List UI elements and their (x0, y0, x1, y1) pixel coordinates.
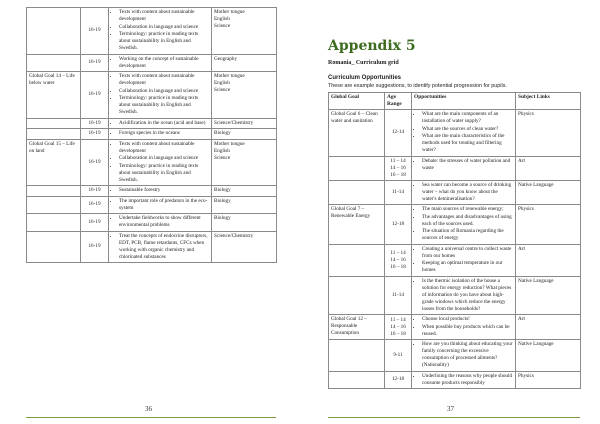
opportunities-cell (109, 8, 212, 55)
global-goal-cell (27, 186, 81, 197)
table-row (27, 231, 277, 263)
opportunity-item: • What are the main characteristics of the methods used for treating and filtering water? (422, 133, 513, 154)
opportunity-item: • Working on the concept of sustainable development (119, 56, 209, 70)
subject-links-cell: Art (516, 156, 581, 180)
subject-links-cell: Art (516, 244, 581, 276)
subject-links-cell: Biology (212, 186, 277, 197)
opportunity-list (414, 373, 513, 387)
opportunity-item: • Collaboration in language and science (119, 155, 209, 162)
opportunity-item: • The important role of predators in the eco-system (119, 198, 209, 212)
opportunities-description: These are example suggestions, to identify potential progression for pupils. (328, 83, 507, 89)
opportunities-cell (109, 139, 212, 186)
table-row (27, 54, 277, 72)
table-row (329, 371, 581, 389)
opportunities-cell (109, 196, 212, 214)
opportunities-cell (412, 110, 516, 157)
opportunities-cell (412, 276, 516, 315)
global-goal-cell (329, 371, 385, 389)
age-range-cell: 16-19 (81, 72, 109, 119)
page-number-right: 37 (447, 405, 454, 413)
subject-links-cell: Native Language (516, 276, 581, 315)
table-row (27, 186, 277, 197)
opportunity-item: • How are you thinking about educating your family concerning the excessive consumption of processed aliments? (Nationality) (422, 341, 513, 369)
opportunity-item: • The advantages and disadvantages of using each of the sources used. (422, 214, 513, 228)
global-goal-cell (329, 340, 385, 372)
header-opportunities: Opportunities (412, 93, 516, 110)
global-goal-cell (27, 129, 81, 140)
opportunity-list (414, 341, 513, 369)
opportunities-cell (109, 129, 212, 140)
subject-links-cell: Physics (516, 110, 581, 157)
global-goal-cell (27, 231, 81, 263)
age-range-cell: 16-19 (81, 129, 109, 140)
subject-links-cell: Mother tongue English Science (212, 139, 277, 186)
opportunity-item: • Debate: the stresses of water pollution and waste (422, 158, 513, 172)
opportunities-cell (109, 186, 212, 197)
table-row (27, 129, 277, 140)
table-row (329, 244, 581, 276)
subject-links-cell: Art (516, 315, 581, 340)
age-range-cell: 12-18 (385, 205, 412, 245)
subject-links-cell: Native Language (516, 340, 581, 372)
opportunity-item: • Foreign species in the oceans (119, 130, 209, 137)
global-goal-cell (329, 244, 385, 276)
age-range-cell: 11 – 14 14 – 16 16 – 18 (385, 315, 412, 340)
table-row (27, 139, 277, 186)
opportunity-list (111, 130, 209, 137)
opportunity-list (111, 120, 209, 127)
opportunities-cell (109, 54, 212, 72)
opportunities-cell (412, 156, 516, 180)
subject-links-cell: Physics (516, 371, 581, 389)
opportunities-cell (412, 315, 516, 340)
global-goal-cell (27, 8, 81, 55)
opportunity-item: • When possible buy products which can be reused. (422, 324, 513, 338)
right-curriculum-table (328, 92, 581, 389)
table-row (329, 315, 581, 340)
age-range-cell: 16-19 (81, 139, 109, 186)
age-range-cell: 11-14 (385, 276, 412, 315)
opportunities-heading: Curriculum Opportunities (328, 75, 402, 81)
opportunity-list (111, 56, 209, 70)
opportunity-item: • Keeping an optimal temperature in our homes (422, 260, 513, 274)
opportunities-cell (109, 118, 212, 129)
table-row (27, 118, 277, 129)
global-goal-cell (27, 214, 81, 232)
subject-links-cell: Geography (212, 54, 277, 72)
age-range-cell: 16-19 (81, 54, 109, 72)
opportunity-item: • Undertake fieldworks to show different environmental problems (119, 215, 209, 229)
global-goal-cell (329, 156, 385, 180)
age-range-cell: 12-14 (385, 110, 412, 157)
opportunity-item: • Texts with content about sustainable development (119, 141, 209, 155)
opportunity-list (111, 187, 209, 194)
opportunities-cell (412, 244, 516, 276)
opportunity-item: • The situation of Romania regarding the sources of energy (422, 228, 513, 242)
opportunity-list (414, 278, 513, 313)
table-row (27, 8, 277, 55)
subject-links-cell: Physics (516, 205, 581, 245)
table-row (329, 110, 581, 157)
age-range-cell: 16-19 (81, 186, 109, 197)
global-goal-cell: Global Goal 12 – Responsable Consumption (329, 315, 385, 340)
subject-links-cell: Biology (212, 196, 277, 214)
opportunity-list (414, 111, 513, 154)
opportunities-cell (412, 205, 516, 245)
age-range-cell: 16-19 (81, 196, 109, 214)
opportunity-item: • Terminology: practice in reading texts about sustainability in English and Swedish. (119, 31, 209, 52)
subject-links-cell: Mother tongue English Science (212, 8, 277, 55)
global-goal-cell (329, 276, 385, 315)
global-goal-cell: Global Goal 6 – Clean water and sanitation (329, 110, 385, 157)
table-row (329, 156, 581, 180)
table-row (27, 72, 277, 119)
opportunity-item: • Sea water can become a source of drinking water – what do you know about the water's demineralisation? (422, 182, 513, 203)
table-header-row (329, 93, 581, 110)
table-row (329, 180, 581, 205)
age-range-cell: 12-18 (385, 371, 412, 389)
opportunity-item: • Treat the concepts of endocrine disruptors, EDT, PCB, flame retardants, CFCs when working with organic chemistry and chlorinated substances (119, 233, 209, 261)
grid-subtitle: Romania_ Curriculum grid (328, 60, 399, 66)
opportunity-item: • The main sources of renewable energy; (422, 206, 513, 213)
opportunities-cell (412, 340, 516, 372)
subject-links-cell: Science/Chemistry (212, 118, 277, 129)
header-age-range: Age Range (385, 93, 412, 110)
opportunity-item: • What are the main components of an installation of water supply? (422, 111, 513, 125)
table-row (27, 214, 277, 232)
age-range-cell: 11-14 (385, 180, 412, 205)
age-range-cell: 11 – 14 14 – 16 16 – 18 (385, 244, 412, 276)
global-goal-cell (27, 118, 81, 129)
opportunity-list (414, 182, 513, 203)
age-range-cell: 11 – 14 14 – 16 16 – 18 (385, 156, 412, 180)
global-goal-cell (27, 54, 81, 72)
appendix-title: Appendix 5 (328, 38, 416, 54)
opportunities-cell (109, 231, 212, 263)
opportunity-list (111, 141, 209, 184)
global-goal-cell: Global Goal 14 – Life below water (27, 72, 81, 119)
opportunity-item: • Terminology: practice in reading texts about sustainability in English and Swedish. (119, 163, 209, 184)
subject-links-cell: Biology (212, 129, 277, 140)
header-subject-links: Subject Links (516, 93, 581, 110)
opportunity-item: • What are the sources of clean water? (422, 126, 513, 133)
subject-links-cell: Biology (212, 214, 277, 232)
age-range-cell: 16-19 (81, 214, 109, 232)
opportunity-list (414, 206, 513, 242)
opportunities-cell (412, 371, 516, 389)
opportunities-cell (109, 72, 212, 119)
opportunity-item: • Underlining the reasons why people should consume products responsibly (422, 373, 513, 387)
age-range-cell: 16-19 (81, 8, 109, 55)
opportunity-list (111, 73, 209, 116)
opportunity-list (414, 246, 513, 275)
opportunity-item: • Texts with content about sustainable development (119, 73, 209, 87)
opportunity-item: • Sustainable forestry (119, 187, 209, 194)
age-range-cell: 9-11 (385, 340, 412, 372)
global-goal-cell: Global Goal 15 – Life on land (27, 139, 81, 186)
age-range-cell: 16-19 (81, 231, 109, 263)
opportunity-list (111, 9, 209, 52)
global-goal-cell (329, 180, 385, 205)
opportunities-cell (412, 180, 516, 205)
global-goal-cell (27, 196, 81, 214)
global-goal-cell: Global Goal 7 – Renewable Energy (329, 205, 385, 245)
left-curriculum-table (26, 7, 277, 263)
opportunity-item: • Collaboration in language and science (119, 24, 209, 31)
opportunity-item: • Is the thermic isolation of the house a solution for energy reduction? What pieces of information do you have about high-grade windows which reduce the energy losses from the households? (422, 278, 513, 313)
opportunity-list (111, 198, 209, 212)
opportunities-cell (109, 214, 212, 232)
opportunity-item: • Creating a universal centre to collect waste from our homes (422, 246, 513, 260)
footer-rule-right (328, 417, 580, 418)
opportunity-item: • Acidification in the ocean (acid and base) (119, 120, 209, 127)
opportunity-list (414, 158, 513, 172)
opportunity-item: • Choose local products! (422, 316, 513, 323)
opportunity-list (111, 215, 209, 229)
subject-links-cell: Science/Chemistry (212, 231, 277, 263)
footer-rule-left (26, 417, 276, 418)
table-row (27, 196, 277, 214)
page-number-left: 36 (145, 405, 152, 413)
subject-links-cell: Mother tongue English Science (212, 72, 277, 119)
opportunity-list (414, 316, 513, 338)
opportunity-list (111, 233, 209, 261)
opportunity-item: • Texts with content about sustainable development (119, 9, 209, 23)
opportunity-item: • Collaboration in language and science (119, 88, 209, 95)
table-row (329, 276, 581, 315)
subject-links-cell: Native Language (516, 180, 581, 205)
age-range-cell: 16-19 (81, 118, 109, 129)
table-row (329, 205, 581, 245)
table-row (329, 340, 581, 372)
opportunity-item: • Terminology: practice in reading texts about sustainability in English and Swedish. (119, 95, 209, 116)
header-global-goal: Global Goal (329, 93, 385, 110)
